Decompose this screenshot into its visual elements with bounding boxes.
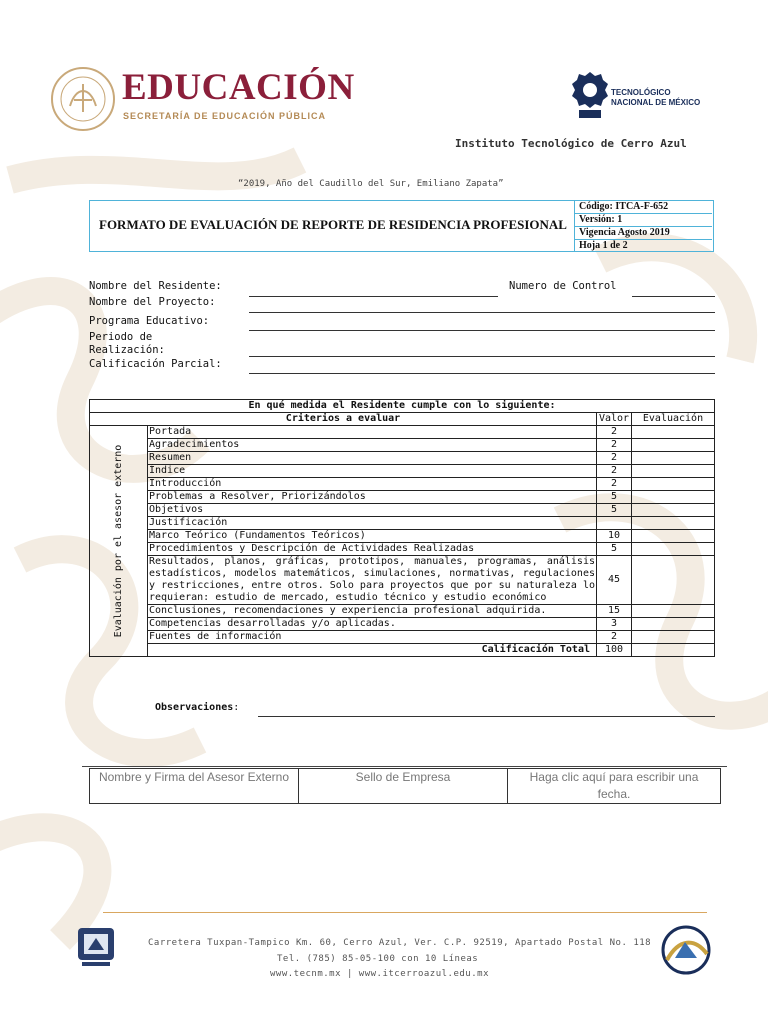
- criterio-cell: Competencias desarrolladas y/o aplicadas.: [148, 618, 597, 631]
- label-programa: Programa Educativo:: [89, 315, 210, 327]
- observaciones-label: [155, 702, 239, 713]
- table-row: [90, 517, 715, 530]
- evaluacion-cell[interactable]: [632, 556, 715, 605]
- table-row: [90, 530, 715, 543]
- valor-cell: 5: [597, 504, 632, 517]
- valor-cell: 45: [597, 556, 632, 605]
- label-periodo-2: Realización:: [89, 344, 165, 356]
- evaluacion-cell[interactable]: [632, 426, 715, 439]
- table-row: [90, 426, 715, 439]
- footer-tel: Tel. (785) 85-05-100 con 10 Líneas: [277, 954, 479, 964]
- valor-cell: 5: [597, 543, 632, 556]
- criterio-cell: Objetivos: [148, 504, 597, 517]
- table-row: [90, 439, 715, 452]
- valor-cell: 2: [597, 439, 632, 452]
- label-residente: Nombre del Residente:: [89, 280, 222, 292]
- footer-web[interactable]: www.tecnm.mx | www.itcerroazul.edu.mx: [270, 969, 489, 979]
- format-codigo: Código: ITCA-F-652: [575, 201, 712, 214]
- criterio-cell: Procedimientos y Descripción de Actividades Realizadas: [148, 543, 597, 556]
- table-row: [90, 618, 715, 631]
- total-label: Calificación Total: [148, 644, 597, 657]
- valor-cell: 2: [597, 631, 632, 644]
- evaluacion-cell[interactable]: [632, 517, 715, 530]
- total-row: [90, 644, 715, 657]
- table-row: [90, 491, 715, 504]
- criterio-cell: Índice: [148, 465, 597, 478]
- institute-name: Instituto Tecnológico de Cerro Azul: [455, 137, 687, 150]
- institute-shield-logo: [74, 922, 120, 970]
- signature-top-rule: [82, 766, 727, 767]
- valor-cell: 10: [597, 530, 632, 543]
- criterio-cell: Portada: [148, 426, 597, 439]
- table-row: [90, 605, 715, 618]
- criterio-cell: Introducción: [148, 478, 597, 491]
- evaluacion-cell[interactable]: [632, 530, 715, 543]
- evaluacion-cell[interactable]: [632, 465, 715, 478]
- side-label: Evaluación por el asesor externo: [112, 444, 124, 638]
- table-row: [90, 631, 715, 644]
- tecnm-line-2: NACIONAL DE MÉXICO: [611, 98, 701, 107]
- label-calificacion: Calificación Parcial:: [89, 358, 222, 370]
- criterio-cell: Conclusiones, recomendaciones y experiencia profesional adquirida.: [148, 605, 597, 618]
- format-version: Versión: 1: [575, 214, 712, 227]
- tecnm-line-1: TECNOLÓGICO: [611, 88, 671, 97]
- col-valor: Valor: [597, 413, 632, 426]
- observaciones-colon: :: [233, 702, 240, 713]
- valor-cell: 2: [597, 465, 632, 478]
- valor-cell: 3: [597, 618, 632, 631]
- criterio-cell: Agradecimientos: [148, 439, 597, 452]
- evaluacion-cell[interactable]: [632, 605, 715, 618]
- input-programa[interactable]: [249, 330, 715, 331]
- format-title: FORMATO DE EVALUACIÓN DE REPORTE DE RESIDENCIA PROFESIONAL: [99, 217, 567, 232]
- table-row: [90, 543, 715, 556]
- valor-cell: 2: [597, 478, 632, 491]
- format-meta: [574, 201, 712, 252]
- valor-cell: [597, 517, 632, 530]
- valor-cell: 5: [597, 491, 632, 504]
- table-row: [90, 478, 715, 491]
- table-row: [90, 465, 715, 478]
- col-evaluacion: Evaluación: [632, 413, 715, 426]
- label-control: Numero de Control: [509, 280, 617, 292]
- observaciones-input[interactable]: [258, 716, 715, 717]
- firma-asesor[interactable]: Nombre y Firma del Asesor Externo: [90, 769, 299, 804]
- evaluacion-cell[interactable]: [632, 478, 715, 491]
- input-periodo[interactable]: [249, 356, 715, 357]
- valor-cell: 2: [597, 452, 632, 465]
- cerro-azul-logo: [655, 924, 717, 976]
- input-residente[interactable]: [249, 296, 498, 297]
- tecnm-gear-logo: [571, 70, 609, 122]
- evaluacion-cell[interactable]: [632, 631, 715, 644]
- table-row: [90, 504, 715, 517]
- evaluacion-cell[interactable]: [632, 491, 715, 504]
- evaluacion-cell[interactable]: [632, 452, 715, 465]
- table-row: [90, 452, 715, 465]
- observaciones-text: Observaciones: [155, 702, 234, 713]
- format-hoja: Hoja 1 de 2: [579, 240, 628, 251]
- mexico-seal-logo: [50, 66, 116, 132]
- table-title: En qué medida el Residente cumple con lo siguiente:: [90, 400, 715, 413]
- signature-table: [89, 768, 721, 804]
- valor-cell: 2: [597, 426, 632, 439]
- brand-title: EDUCACIÓN: [122, 67, 355, 108]
- evaluacion-cell[interactable]: [632, 439, 715, 452]
- brand-subtitle: SECRETARÍA DE EDUCACIÓN PÚBLICA: [123, 111, 327, 121]
- footer-rule: [103, 912, 707, 913]
- criterio-cell: Marco Teórico (Fundamentos Teóricos): [148, 530, 597, 543]
- input-proyecto[interactable]: [249, 312, 715, 313]
- criterio-cell: Resultados, planos, gráficas, prototipos, manuales, programas, análisis estadísticos, modelos matemáticos, simulaciones, normativas, regulaciones y restricciones, entre otros. Solo para proyectos que por su naturaleza lo requieran: estudio de mercado, estudio técnico y estudio económico: [149, 556, 595, 603]
- criterio-cell: Justificación: [148, 517, 597, 530]
- evaluacion-cell[interactable]: [632, 504, 715, 517]
- format-vigencia: Vigencia Agosto 2019: [575, 227, 712, 240]
- criterio-cell: Problemas a Resolver, Priorizándolos: [148, 491, 597, 504]
- evaluacion-cell[interactable]: [632, 618, 715, 631]
- input-calificacion[interactable]: [249, 373, 715, 374]
- criteria-table: [89, 399, 715, 657]
- motto: “2019, Año del Caudillo del Sur, Emiliano Zapata”: [238, 179, 504, 189]
- sello-empresa[interactable]: Sello de Empresa: [299, 769, 508, 804]
- total-valor: 100: [597, 644, 632, 657]
- tecnm-name: [611, 88, 700, 108]
- criterio-cell: Fuentes de información: [148, 631, 597, 644]
- side-label-cell: [90, 426, 148, 657]
- criterio-cell: Resumen: [148, 452, 597, 465]
- col-criterios: Criterios a evaluar: [90, 413, 597, 426]
- valor-cell: 15: [597, 605, 632, 618]
- label-proyecto: Nombre del Proyecto:: [89, 296, 216, 308]
- footer-address: Carretera Tuxpan-Tampico Km. 60, Cerro Azul, Ver. C.P. 92519, Apartado Postal No. 118: [148, 938, 652, 948]
- fecha-field[interactable]: Haga clic aquí para escribir una fecha.: [508, 769, 721, 804]
- input-control[interactable]: [632, 296, 715, 297]
- evaluacion-cell[interactable]: [632, 543, 715, 556]
- label-periodo-1: Periodo de: [89, 331, 153, 343]
- table-row: [90, 556, 715, 605]
- total-evaluacion[interactable]: [632, 644, 715, 657]
